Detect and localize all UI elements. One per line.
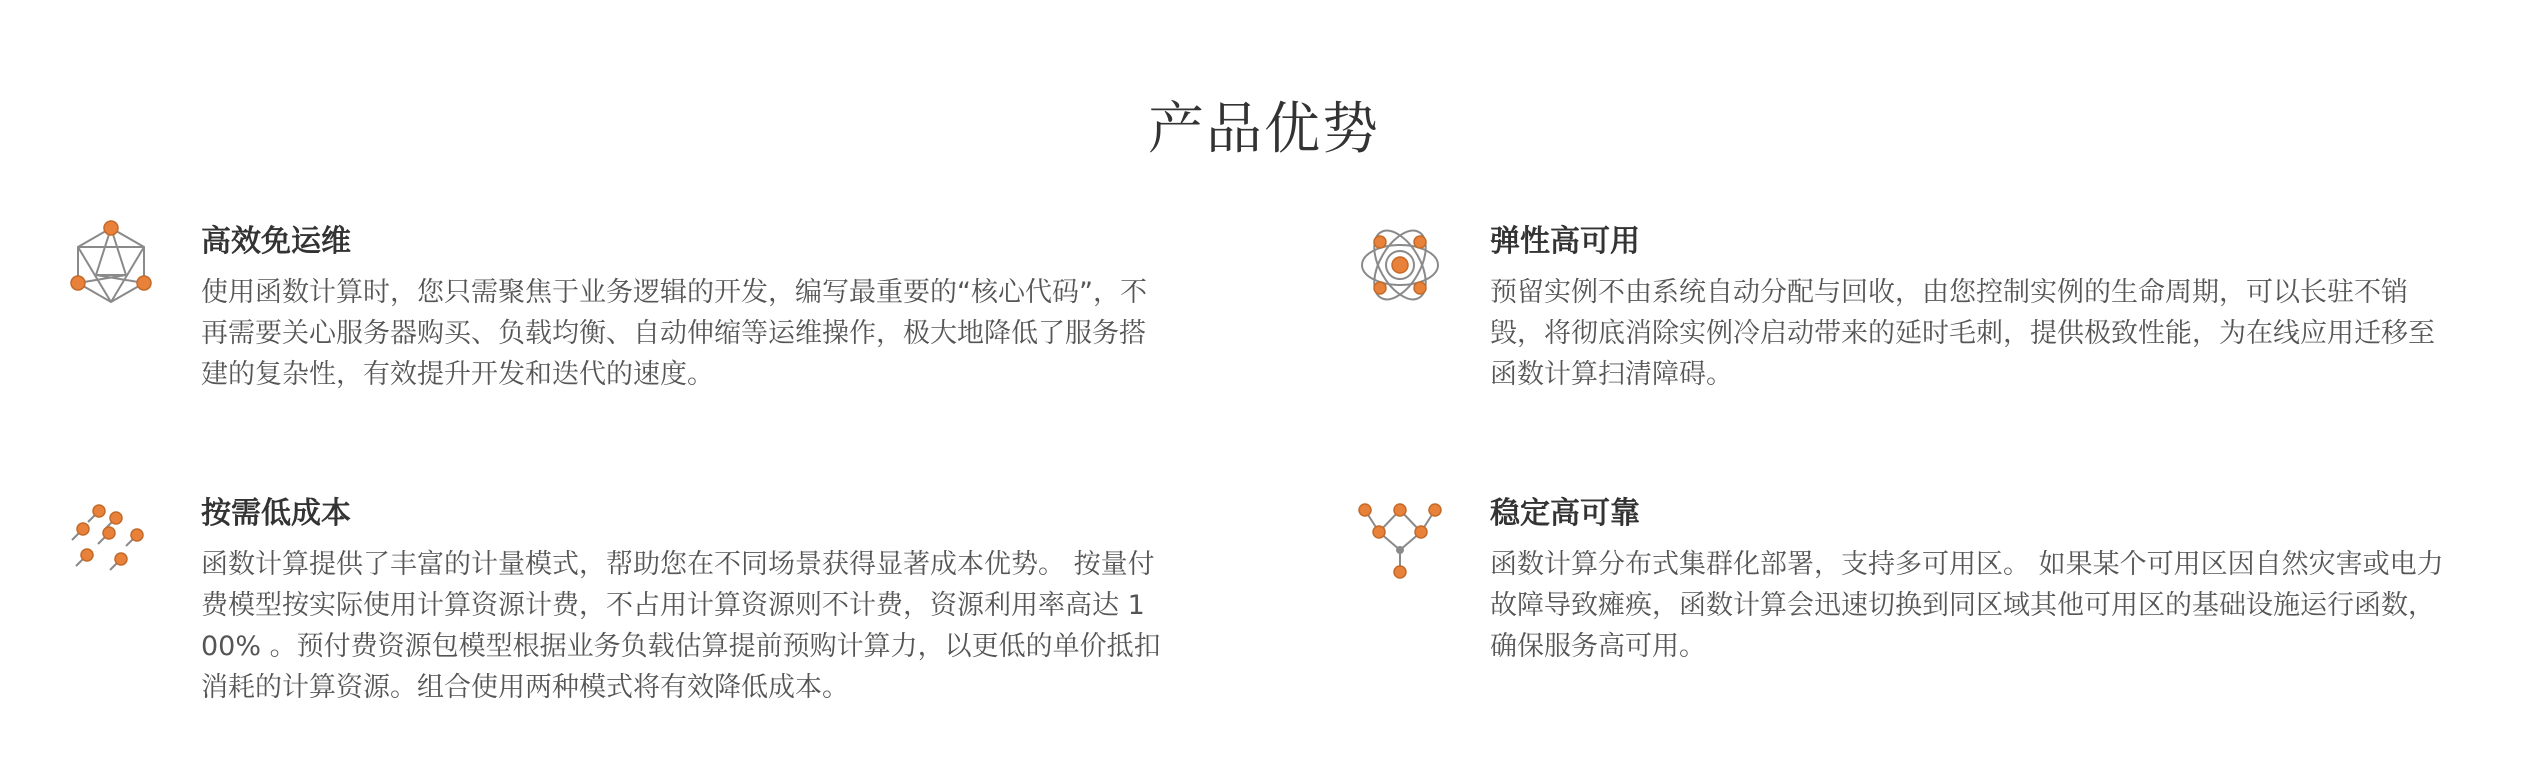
- feature-description: 预留实例不由系统自动分配与回收，由您控制实例的生命周期，可以长驻不销毁，将彻底消除实例冷启动带来的延时毛刺，提供极致性能，为在线应用迁移至函数计算扫清障碍。: [1490, 277, 2435, 390]
- orbit-atom-icon: [1355, 220, 1445, 310]
- feature-title: 按需低成本: [201, 496, 351, 531]
- network-mesh-icon: [66, 220, 156, 310]
- feature-description: 函数计算提供了丰富的计量模式，帮助您在不同场景获得显著成本优势。 按量付费模型按实际使用计算资源计费，不占用计算资源则不计费，资源利用率高达 100% 。预付费资源包模型根据业务负载估算提前预购计算力，以更低的单价抵扣消耗的计算资源。组合使用两种模式将有效降低成本。: [201, 549, 1161, 703]
- feature-description: 使用函数计算时，您只需聚焦于业务逻辑的开发，编写最重要的“核心代码”，不再需要关心服务器购买、负载均衡、自动伸缩等运维操作，极大地降低了服务搭建的复杂性，有效提升开发和迭代的速度。: [201, 277, 1147, 390]
- page-title: 产品优势: [1148, 96, 1380, 162]
- feature-description: 函数计算分布式集群化部署，支持多可用区。 如果某个可用区因自然灾害或电力故障导致瘫痪，函数计算会迅速切换到同区域其他可用区的基础设施运行函数，确保服务高可用。: [1490, 549, 2444, 662]
- feature-title: 高效免运维: [201, 224, 351, 259]
- feature-title: 稳定高可靠: [1490, 496, 1640, 531]
- cluster-tree-icon: [1355, 492, 1445, 582]
- feature-title: 弹性高可用: [1490, 224, 1640, 259]
- scattered-pins-icon: [66, 492, 156, 582]
